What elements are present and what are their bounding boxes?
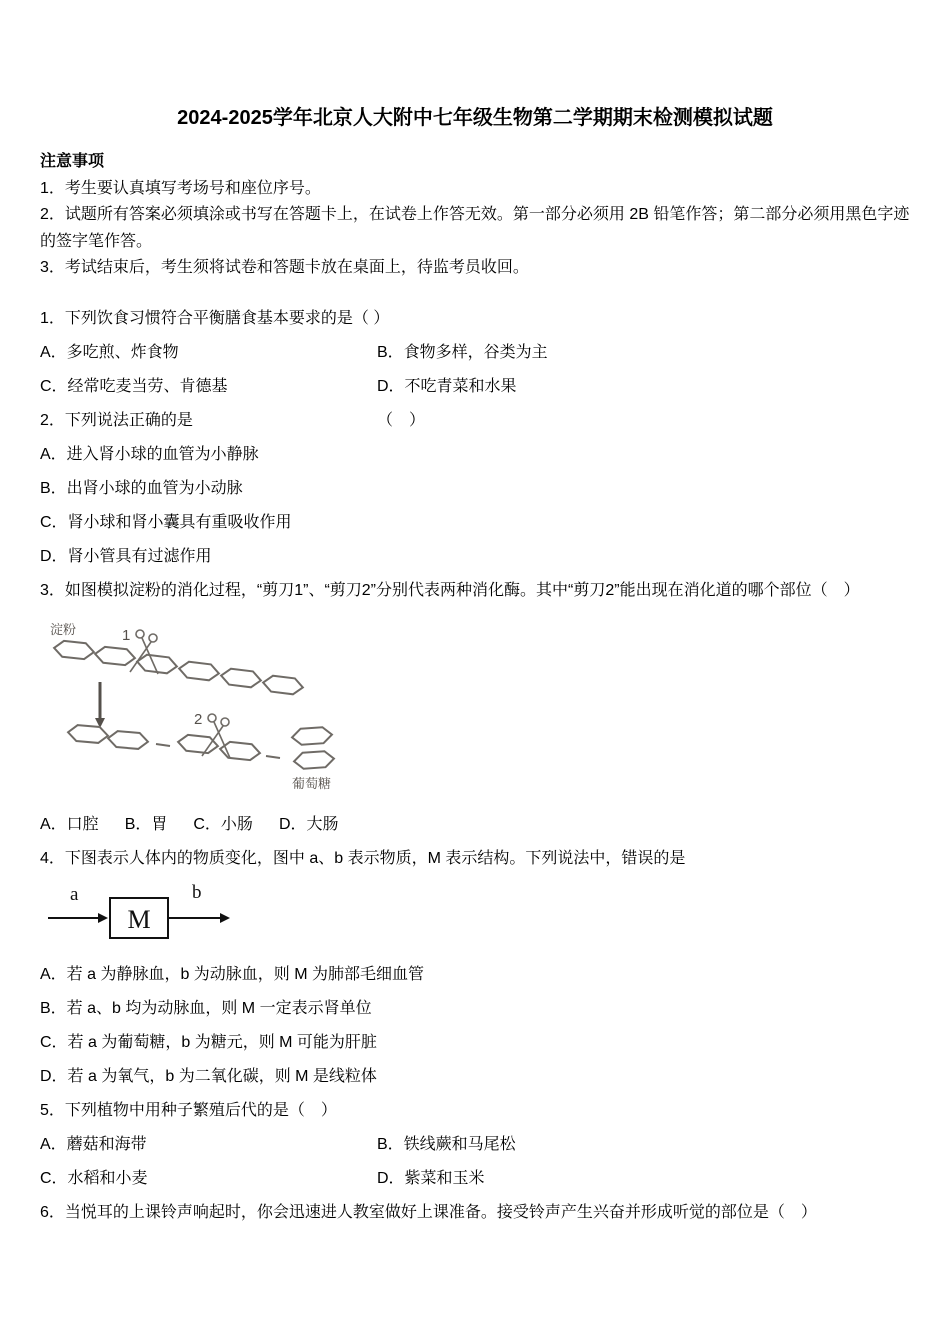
- page-title: 2024-2025学年北京人大附中七年级生物第二学期期末检测模拟试题: [177, 107, 773, 129]
- answer-bracket: （ ）: [377, 411, 426, 429]
- question-5-stem: 5．下列植物中用种子繁殖后代的是（ ）: [40, 1101, 337, 1119]
- question-3-options-row: [40, 808, 912, 842]
- option: D．肾小管具有过滤作用: [40, 547, 212, 565]
- glucose-units: [291, 726, 334, 769]
- option: A．口腔: [40, 815, 99, 833]
- question-5-options-row: [40, 1162, 912, 1196]
- question-1-options-row: [40, 370, 912, 404]
- option: A．进入肾小球的血管为小静脉: [40, 445, 259, 463]
- question-5-options-row: [40, 1128, 912, 1162]
- question-3-stem: 3．如图模拟淀粉的消化过程，“剪刀1”、“剪刀2”分别代表两种消化酶。其中“剪刀2”能出现在消化道的哪个部位（ ）: [40, 581, 860, 599]
- question-2-stem: 2．下列说法正确的是: [40, 411, 193, 429]
- m-label: M: [127, 904, 151, 934]
- down-arrow: [95, 682, 105, 728]
- maltose-pair: [67, 724, 148, 749]
- starch-chain: [53, 639, 304, 694]
- option: A．多吃煎、炸食物: [40, 343, 179, 361]
- option: B．食物多样，谷类为主: [377, 343, 548, 361]
- option: A．蘑菇和海带: [40, 1135, 147, 1153]
- dash-connector: [156, 744, 170, 746]
- a-arrow: [48, 913, 108, 923]
- option: B．铁线蕨和马尾松: [377, 1135, 516, 1153]
- option: D．若 a 为氧气，b 为二氧化碳，则 M 是线粒体: [40, 1067, 377, 1085]
- option: D．不吃青菜和水果: [377, 377, 517, 395]
- option: D．紫菜和玉米: [377, 1169, 485, 1187]
- scissors-1-number: 1: [122, 626, 131, 644]
- b-arrow: [168, 913, 230, 923]
- option: C．经常吃麦当劳、肯德基: [40, 377, 228, 395]
- notice-heading: 注意事项: [40, 153, 105, 170]
- b-label: b: [192, 881, 202, 903]
- option: C．小肠: [193, 815, 253, 833]
- glucose-label: 葡萄糖: [292, 775, 332, 791]
- option: C．水稻和小麦: [40, 1169, 148, 1187]
- dash-connector: [266, 756, 280, 758]
- option: C．若 a 为葡萄糖，b 为糖元，则 M 可能为肝脏: [40, 1033, 377, 1051]
- notice-item: 2．试题所有答案必须填涂或书写在答题卡上，在试卷上作答无效。第一部分必须用 2B 铅笔作答；第二部分必须用黑色字迹的签字笔作答。: [40, 206, 910, 250]
- notice-item: 3．考试结束后，考生须将试卷和答题卡放在桌面上，待监考员收回。: [40, 259, 529, 276]
- question-6-stem: 6．当悦耳的上课铃声响起时，你会迅速进人教室做好上课准备。接受铃声产生兴奋并形成听觉的部位是（ ）: [40, 1203, 817, 1221]
- maltose-pair-being-cut: [177, 733, 260, 760]
- substance-change-diagram: [40, 876, 912, 958]
- option: B．若 a、b 均为动脉血，则 M 一定表示肾单位: [40, 999, 372, 1017]
- question-1-options-row: [40, 336, 912, 370]
- question-4-stem: 4．下图表示人体内的物质变化，图中 a、b 表示物质，M 表示结构。下列说法中，错误的是: [40, 849, 686, 867]
- starch-digestion-diagram: [40, 608, 912, 808]
- starch-label: 淀粉: [50, 621, 77, 637]
- option: C．肾小球和肾小囊具有重吸收作用: [40, 513, 292, 531]
- question-2-stem-row: [40, 404, 912, 438]
- notice-item: 1．考生要认真填写考场号和座位序号。: [40, 179, 321, 197]
- option: B．胃: [124, 815, 168, 833]
- a-label: a: [70, 883, 79, 905]
- scissors-2-number: 2: [194, 710, 203, 728]
- question-1-stem: 1．下列饮食习惯符合平衡膳食基本要求的是（ ）: [40, 309, 390, 327]
- notice-section: [40, 149, 912, 282]
- option: A．若 a 为静脉血，b 为动脉血，则 M 为肺部毛细血管: [40, 965, 425, 983]
- option: B．出肾小球的血管为小动脉: [40, 479, 243, 497]
- option: D．大肠: [278, 815, 339, 833]
- questions-section: [40, 302, 912, 1230]
